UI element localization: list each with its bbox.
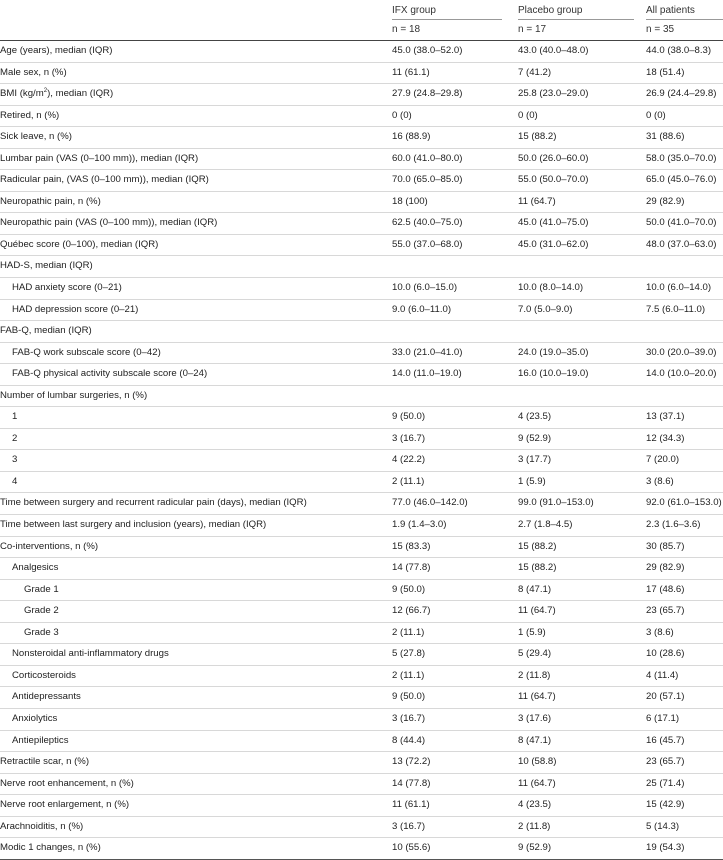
all-patients-value: 10.0 (6.0–14.0) xyxy=(646,282,712,294)
ifx-value: 14 (77.8) xyxy=(392,777,431,789)
table-row xyxy=(0,580,723,602)
table-row xyxy=(0,493,723,515)
placebo-value: 11 (64.7) xyxy=(518,691,556,703)
placebo-value: 3 (17.7) xyxy=(518,454,552,466)
placebo-value: 2 (11.8) xyxy=(518,669,551,681)
all-patients-value: 10 (28.6) xyxy=(646,648,685,660)
ifx-value: 14 (77.8) xyxy=(392,562,431,574)
row-label: Anxiolytics xyxy=(12,712,58,724)
all-patients-value: 7 (20.0) xyxy=(646,454,680,466)
table-row xyxy=(0,795,723,817)
row-label: 1 xyxy=(12,411,18,423)
row-label: Age (years), median (IQR) xyxy=(0,45,113,56)
row-label: FAB-Q work subscale score (0–42) xyxy=(12,346,161,358)
row-label: Corticosteroids xyxy=(12,669,76,681)
all-patients-value: 29 (82.9) xyxy=(646,562,685,574)
all-patients-value: 48.0 (37.0–63.0) xyxy=(646,238,717,250)
placebo-value: 25.8 (23.0–29.0) xyxy=(518,88,589,100)
table-row xyxy=(0,192,723,214)
header-ifx-n: n = 18 xyxy=(392,24,421,35)
placebo-value: 7.0 (5.0–9.0) xyxy=(518,303,573,315)
row-label: FAB-Q, median (IQR) xyxy=(0,325,92,337)
placebo-value: 16.0 (10.0–19.0) xyxy=(518,368,589,380)
row-label: Antidepressants xyxy=(12,691,81,703)
ifx-value: 2 (11.1) xyxy=(392,669,425,681)
placebo-value: 10 (58.8) xyxy=(518,756,557,768)
row-label: Lumbar pain (VAS (0–100 mm)), median (IQR) xyxy=(0,152,199,164)
table-row xyxy=(0,386,723,408)
ifx-value: 45.0 (38.0–52.0) xyxy=(392,45,463,56)
placebo-value: 99.0 (91.0–153.0) xyxy=(518,497,594,509)
ifx-value: 12 (66.7) xyxy=(392,605,431,617)
table-row xyxy=(0,407,723,429)
all-patients-value: 3 (8.6) xyxy=(646,475,674,487)
all-patients-value: 16 (45.7) xyxy=(646,734,685,746)
placebo-value: 2 (11.8) xyxy=(518,820,551,832)
row-label: Male sex, n (%) xyxy=(0,66,67,78)
row-label: Retractile scar, n (%) xyxy=(0,756,90,768)
placebo-value: 10.0 (8.0–14.0) xyxy=(518,282,584,294)
table-row xyxy=(0,472,723,494)
all-patients-value: 26.9 (24.4–29.8) xyxy=(646,88,717,100)
table-row xyxy=(0,149,723,171)
table-row xyxy=(0,127,723,149)
ifx-value: 2 (11.1) xyxy=(392,475,425,487)
all-patients-value: 50.0 (41.0–70.0) xyxy=(646,217,717,229)
all-patients-value: 44.0 (38.0–8.3) xyxy=(646,45,712,56)
ifx-value: 1.9 (1.4–3.0) xyxy=(392,519,447,531)
placebo-value: 15 (88.2) xyxy=(518,562,557,574)
all-patients-value: 92.0 (61.0–153.0) xyxy=(646,497,722,509)
ifx-value: 11 (61.1) xyxy=(392,799,430,811)
placebo-value: 45.0 (41.0–75.0) xyxy=(518,217,589,229)
row-label: HAD anxiety score (0–21) xyxy=(12,282,122,294)
ifx-value: 55.0 (37.0–68.0) xyxy=(392,238,463,250)
table-row xyxy=(0,41,723,63)
table-header xyxy=(0,0,723,41)
placebo-value: 11 (64.7) xyxy=(518,605,556,617)
placebo-value: 9 (52.9) xyxy=(518,842,552,854)
row-label: Antiepileptics xyxy=(12,734,69,746)
placebo-value: 7 (41.2) xyxy=(518,66,552,78)
row-label: Neuropathic pain (VAS (0–100 mm)), median (IQR) xyxy=(0,217,218,229)
ifx-value: 9 (50.0) xyxy=(392,691,426,703)
table-row xyxy=(0,709,723,731)
placebo-value: 15 (88.2) xyxy=(518,131,557,143)
ifx-value: 16 (88.9) xyxy=(392,131,431,143)
ifx-value: 13 (72.2) xyxy=(392,756,431,768)
placebo-value: 8 (47.1) xyxy=(518,583,552,595)
all-patients-value: 12 (34.3) xyxy=(646,432,685,444)
placebo-value: 4 (23.5) xyxy=(518,411,552,423)
table-row xyxy=(0,106,723,128)
all-patients-value: 0 (0) xyxy=(646,109,666,121)
all-patients-value: 29 (82.9) xyxy=(646,195,685,207)
placebo-value: 15 (88.2) xyxy=(518,540,557,552)
ifx-value: 9 (50.0) xyxy=(392,411,426,423)
row-label: FAB-Q physical activity subscale score (0–24) xyxy=(12,368,208,380)
table-row xyxy=(0,537,723,559)
placebo-value: 45.0 (31.0–62.0) xyxy=(518,238,589,250)
row-label: Analgesics xyxy=(12,562,59,574)
ifx-value: 70.0 (65.0–85.0) xyxy=(392,174,463,186)
all-patients-value: 7.5 (6.0–11.0) xyxy=(646,303,706,315)
row-label: HAD-S, median (IQR) xyxy=(0,260,93,272)
placebo-value: 55.0 (50.0–70.0) xyxy=(518,174,589,186)
ifx-value: 14.0 (11.0–19.0) xyxy=(392,368,462,380)
ifx-value: 0 (0) xyxy=(392,109,412,121)
row-label: Nerve root enlargement, n (%) xyxy=(0,799,130,811)
table-row xyxy=(0,429,723,451)
all-patients-value: 20 (57.1) xyxy=(646,691,685,703)
ifx-value: 77.0 (46.0–142.0) xyxy=(392,497,468,509)
row-label: Grade 1 xyxy=(24,583,59,595)
all-patients-value: 5 (14.3) xyxy=(646,820,680,832)
header-ifx-group: IFX group xyxy=(392,5,436,16)
table-row xyxy=(0,213,723,235)
row-label: Sick leave, n (%) xyxy=(0,131,72,143)
all-patients-value: 19 (54.3) xyxy=(646,842,685,854)
ifx-value: 8 (44.4) xyxy=(392,734,426,746)
table-row xyxy=(0,731,723,753)
placebo-value: 43.0 (40.0–48.0) xyxy=(518,45,589,56)
ifx-value: 2 (11.1) xyxy=(392,626,425,638)
row-label: Grade 2 xyxy=(24,605,59,617)
row-label: Number of lumbar surgeries, n (%) xyxy=(0,389,148,401)
row-label: Nerve root enhancement, n (%) xyxy=(0,777,134,789)
table-row xyxy=(0,235,723,257)
all-patients-value: 14.0 (10.0–20.0) xyxy=(646,368,717,380)
table-row xyxy=(0,256,723,278)
all-patients-value: 6 (17.1) xyxy=(646,712,680,724)
placebo-value: 1 (5.9) xyxy=(518,626,546,638)
ifx-value: 15 (83.3) xyxy=(392,540,431,552)
placebo-value: 50.0 (26.0–60.0) xyxy=(518,152,589,164)
table-row xyxy=(0,278,723,300)
table-row xyxy=(0,300,723,322)
header-all-patients: All patients xyxy=(646,5,695,16)
ifx-value: 18 (100) xyxy=(392,195,428,207)
all-patients-value: 25 (71.4) xyxy=(646,777,685,789)
table-row xyxy=(0,321,723,343)
header-divider xyxy=(518,19,634,20)
placebo-value: 4 (23.5) xyxy=(518,799,552,811)
row-label: Retired, n (%) xyxy=(0,109,60,121)
all-patients-value: 15 (42.9) xyxy=(646,799,685,811)
row-label: HAD depression score (0–21) xyxy=(12,303,139,315)
header-divider xyxy=(392,19,502,20)
placebo-value: 3 (17.6) xyxy=(518,712,552,724)
ifx-value: 27.9 (24.8–29.8) xyxy=(392,88,463,100)
all-patients-value: 17 (48.6) xyxy=(646,583,685,595)
all-patients-value: 3 (8.6) xyxy=(646,626,674,638)
ifx-value: 3 (16.7) xyxy=(392,432,426,444)
row-label: Neuropathic pain, n (%) xyxy=(0,195,101,207)
all-patients-value: 2.3 (1.6–3.6) xyxy=(646,519,701,531)
row-label: Nonsteroidal anti-inflammatory drugs xyxy=(12,648,169,660)
row-label: Co-interventions, n (%) xyxy=(0,540,99,552)
ifx-value: 10 (55.6) xyxy=(392,842,431,854)
table-row xyxy=(0,343,723,365)
bmi-unit-superscript: 2 xyxy=(43,87,48,94)
table-row xyxy=(0,774,723,796)
table-row xyxy=(0,601,723,623)
placebo-value: 9 (52.9) xyxy=(518,432,552,444)
row-label: BMI $(kg/m^2)$, median (IQR) xyxy=(0,87,114,100)
header-all-n: n = 35 xyxy=(646,24,675,35)
ifx-value: 9.0 (6.0–11.0) xyxy=(392,303,452,315)
all-patients-value: 18 (51.4) xyxy=(646,66,685,78)
table-row xyxy=(0,817,723,839)
all-patients-value: 23 (65.7) xyxy=(646,756,685,768)
placebo-value: 1 (5.9) xyxy=(518,475,546,487)
table-row xyxy=(0,515,723,537)
row-label: Time between surgery and recurrent radicular pain (days), median (IQR) xyxy=(0,497,307,509)
ifx-value: 4 (22.2) xyxy=(392,454,426,466)
placebo-value: 5 (29.4) xyxy=(518,648,552,660)
table-row xyxy=(0,644,723,666)
row-label: Québec score (0–100), median (IQR) xyxy=(0,238,159,250)
row-label: 2 xyxy=(12,432,18,444)
table-row xyxy=(0,450,723,472)
table-row xyxy=(0,623,723,645)
all-patients-value: 58.0 (35.0–70.0) xyxy=(646,152,717,164)
placebo-value: 11 (64.7) xyxy=(518,777,556,789)
table-row xyxy=(0,364,723,386)
row-label: Radicular pain, (VAS (0–100 mm)), median (IQR) xyxy=(0,174,209,186)
all-patients-value: 13 (37.1) xyxy=(646,411,685,423)
ifx-value: 60.0 (41.0–80.0) xyxy=(392,152,463,164)
placebo-value: 24.0 (19.0–35.0) xyxy=(518,346,589,358)
all-patients-value: 31 (88.6) xyxy=(646,131,685,143)
ifx-value: 5 (27.8) xyxy=(392,648,426,660)
table-row xyxy=(0,666,723,688)
header-divider xyxy=(646,19,723,20)
placebo-value: 2.7 (1.8–4.5) xyxy=(518,519,573,531)
header-placebo-n: n = 17 xyxy=(518,24,547,35)
table-row xyxy=(0,84,723,106)
table-row xyxy=(0,838,723,860)
table-row xyxy=(0,687,723,709)
ifx-value: 9 (50.0) xyxy=(392,583,426,595)
ifx-value: 11 (61.1) xyxy=(392,66,430,78)
row-label: 4 xyxy=(12,475,18,487)
table-row xyxy=(0,63,723,85)
table-body xyxy=(0,41,723,860)
all-patients-value: 30.0 (20.0–39.0) xyxy=(646,346,717,358)
table-row xyxy=(0,752,723,774)
placebo-value: 8 (47.1) xyxy=(518,734,552,746)
placebo-value: 0 (0) xyxy=(518,109,538,121)
row-label: Modic 1 changes, n (%) xyxy=(0,842,101,854)
all-patients-value: 4 (11.4) xyxy=(646,669,679,681)
ifx-value: 33.0 (21.0–41.0) xyxy=(392,346,463,358)
table-row xyxy=(0,558,723,580)
row-label: Arachnoiditis, n (%) xyxy=(0,820,84,832)
all-patients-value: 65.0 (45.0–76.0) xyxy=(646,174,717,186)
table-row xyxy=(0,170,723,192)
placebo-value: 11 (64.7) xyxy=(518,195,556,207)
row-label: 3 xyxy=(12,454,18,466)
ifx-value: 3 (16.7) xyxy=(392,820,426,832)
ifx-value: 10.0 (6.0–15.0) xyxy=(392,282,458,294)
header-placebo-group: Placebo group xyxy=(518,5,583,16)
ifx-value: 3 (16.7) xyxy=(392,712,426,724)
row-label: Grade 3 xyxy=(24,626,59,638)
ifx-value: 62.5 (40.0–75.0) xyxy=(392,217,463,229)
row-label: Time between last surgery and inclusion (years), median (IQR) xyxy=(0,519,267,531)
all-patients-value: 30 (85.7) xyxy=(646,540,685,552)
all-patients-value: 23 (65.7) xyxy=(646,605,685,617)
